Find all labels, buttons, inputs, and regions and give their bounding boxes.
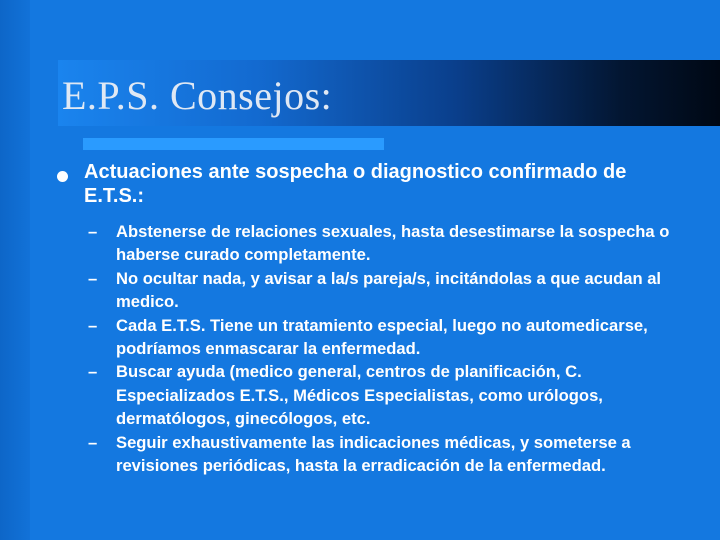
sub-bullet-text: Cada E.T.S. Tiene un tratamiento especial, luego no automedicarse, podríamos enmascarar la enfermedad. (116, 315, 648, 359)
sub-bullet-item (88, 267, 698, 314)
dash-icon: – (88, 268, 98, 288)
sub-bullet-item (88, 220, 698, 267)
bullet-dot-icon (57, 171, 68, 182)
sub-bullet-item (88, 314, 698, 361)
dash-icon: – (88, 222, 98, 241)
sub-bullet-text: Seguir exhaustivamente las indicaciones médicas, y someterse a revisiones periódicas, hasta la erradicación de la enfermedad. (116, 432, 631, 476)
sub-bullet-text: Abstenerse de relaciones sexuales, hasta desestimarse la sospecha o haberse curado completamente. (116, 222, 670, 265)
dash-icon: – (88, 315, 98, 335)
slide-title: E.P.S. Consejos: (62, 73, 333, 118)
left-decorative-bar (0, 0, 30, 540)
sub-bullet-item (88, 431, 698, 478)
dash-icon: – (88, 362, 98, 382)
sub-bullet-list (88, 220, 698, 477)
main-bullet-text: Actuaciones ante sospecha o diagnostico confirmado de E.T.S.: (84, 161, 627, 207)
sub-bullet-text: Buscar ayuda (medico general, centros de planificación, C. Especializados E.T.S., Médicos Especialistas, como urólogos, dermatólogos, ginecólogos, etc. (116, 362, 603, 429)
title-accent-bar (83, 138, 384, 150)
dash-icon: – (88, 432, 98, 452)
sub-bullet-text: No ocultar nada, y avisar a la/s pareja/s, incitándolas a que acudan al medico. (116, 268, 662, 312)
sub-bullet-item (88, 360, 698, 430)
